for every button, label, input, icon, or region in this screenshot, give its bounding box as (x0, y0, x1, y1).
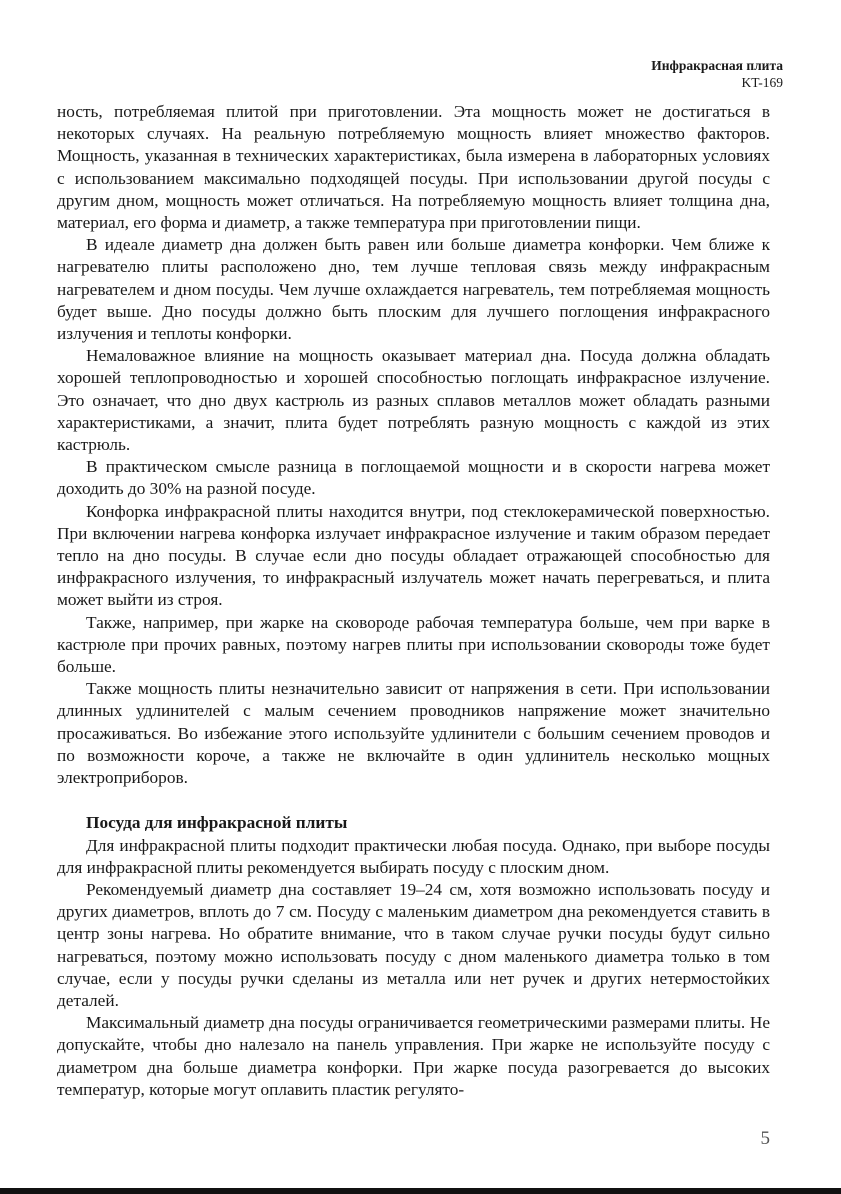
paragraph: В практическом смысле разница в поглощаемой мощности и в скорости нагрева может доходить до 30% на разной посуде. (57, 457, 770, 499)
section-heading: Посуда для инфракрасной плиты (86, 813, 348, 833)
paragraph: Также, например, при жарке на сковороде рабочая температура больше, чем при варке в кастрюле при прочих равных, поэтому нагрев плиты при использовании сковороды тоже будет больше. (57, 612, 770, 677)
running-header (651, 57, 783, 91)
paragraph: Немаловажное влияние на мощность оказывает материал дна. Посуда должна обладать хорошей теплопроводностью и хорошей способностью поглощать инфракрасное излучение. Это означает, что дно двух кастрюль из разных сплавов металлов может обладать разными характеристиками, а значит, плита будет потреблять разную мощность с каждой из этих кастрюль. (57, 346, 770, 455)
body-text (57, 101, 770, 1101)
paragraph: Также мощность плиты незначительно зависит от напряжения в сети. При использовании длинных удлинителей с малым сечением проводников напряжение может значительно просаживаться. Во избежание этого используйте удлинители с большим сечением проводов и по возможности короче, а также не включайте в один удлинитель несколько мощных электроприборов. (57, 679, 770, 788)
header-title: Инфракрасная плита (651, 58, 783, 73)
page-number: 5 (760, 1128, 770, 1149)
header-model: KT-169 (741, 75, 783, 90)
paragraph: Рекомендуемый диаметр дна составляет 19–24 см, хотя возможно использовать посуду и других диаметров, вплоть до 7 см. Посуду с маленьким диаметром дна рекомендуется ставить в центр зоны нагрева. Но обратите внимание, что в таком случае ручки посуды будут сильно нагреваться, поэтому можно использовать посуду с дном маленького диаметра только в том случае, если у посуды ручки сделаны из металла или нет ручек и других нетермостойких деталей. (57, 879, 770, 1010)
paragraph: Для инфракрасной плиты подходит практически любая посуда. Однако, при выборе посуды для инфракрасной плиты рекомендуется выбирать посуду с плоским дном. (57, 835, 770, 877)
bottom-border (0, 1188, 841, 1194)
paragraph: Конфорка инфракрасной плиты находится внутри, под стеклокерамической поверхностью. При включении нагрева конфорка излучает инфракрасное излучение и таким образом передает тепло на дно посуды. В случае если дно посуды обладает отражающей способностью для инфракрасного излучения, то инфракрасный излучатель может начать перегреваться, и плита может выйти из строя. (57, 501, 770, 610)
paragraph: В идеале диаметр дна должен быть равен или больше диаметра конфорки. Чем ближе к нагревателю плиты расположено дно, тем лучше тепловая связь между инфракрасным нагревателем и дном посуды. Чем лучше охлаждается нагреватель, тем потребляемая мощность будет выше. Дно посуды должно быть плоским для лучшего поглощения инфракрасного излучения и теплоты конфорки. (57, 235, 770, 344)
paragraph: Максимальный диаметр дна посуды ограничивается геометрическими размерами плиты. Не допускайте, чтобы дно налезало на панель управления. При жарке не используйте посуду с диаметром дна больше диаметра конфорки. При жарке посуда разогревается до высоких температур, которые могут оплавить пластик регулято- (57, 1013, 770, 1099)
paragraph-continued: ность, потребляемая плитой при приготовлении. Эта мощность может не достигаться в некоторых случаях. На реальную потребляемую мощность влияет множество факторов. Мощность, указанная в технических характеристиках, была измерена в лабораторных условиях с использованием максимально подходящей посуды. При использовании другой посуды с другим дном, мощность может отличаться. На потребляемую мощность влияет толщина дна, материал, его форма и диаметр, а также температура при приготовлении пищи. (57, 102, 770, 233)
